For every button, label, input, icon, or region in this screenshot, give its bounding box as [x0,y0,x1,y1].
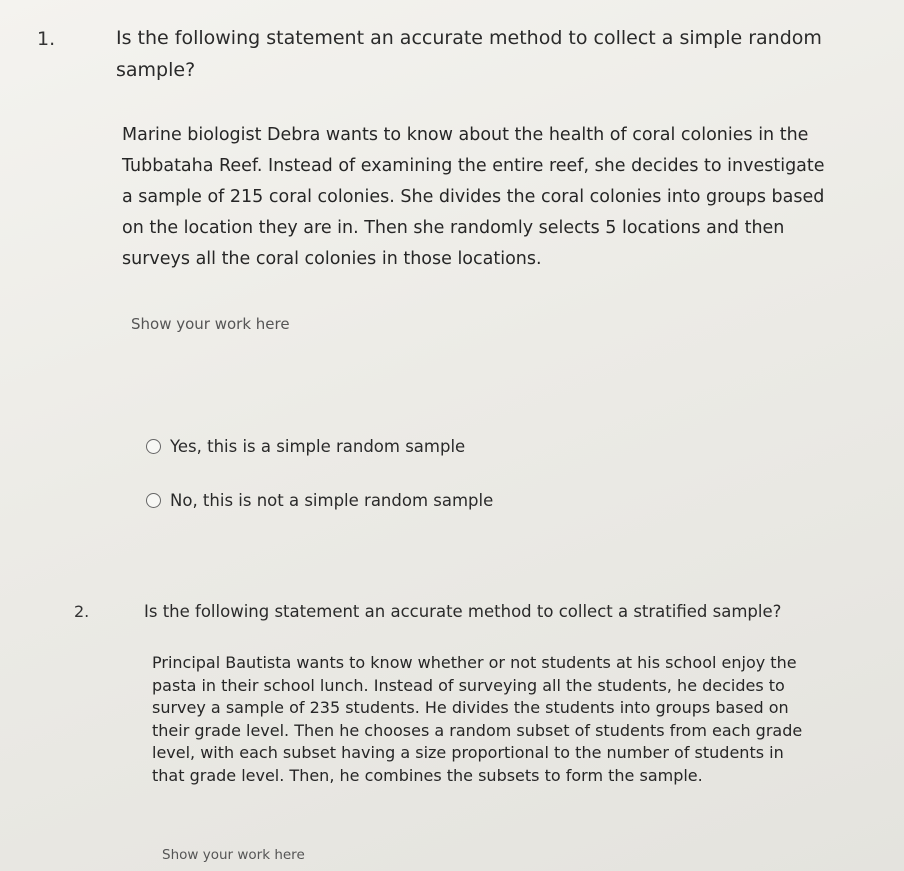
question-1-title-line: Is the following statement an accurate method to collect a simple random [116,27,822,49]
question-2-paragraph-line: pasta in their school lunch. Instead of surveying all the students, he decides to [152,675,785,695]
radio-button[interactable] [146,493,161,508]
option-no-simple-random[interactable] [146,491,493,510]
question-2-paragraph-line: level, with each subset having a size proportional to the number of students in [152,743,784,762]
radio-button[interactable] [146,439,161,454]
question-1-paragraph-line: a sample of 215 coral colonies. She divides the coral colonies into groups based [122,187,825,207]
question-1-show-work-field[interactable]: Show your work here [131,315,290,333]
option-label: Yes, this is a simple random sample [170,437,466,456]
question-2-paragraph [152,652,802,787]
question-1-paragraph-line: surveys all the coral colonies in those locations. [122,249,542,269]
option-yes-simple-random[interactable] [146,437,465,456]
question-1-paragraph-line: Marine biologist Debra wants to know about the health of coral colonies in the [122,125,809,145]
question-2-paragraph-line: their grade level. Then he chooses a random subset of students from each grade [152,720,803,740]
question-2-paragraph-line: that grade level. Then, he combines the subsets to form the sample. [152,765,703,785]
question-2-paragraph-line: Principal Bautista wants to know whether or not students at his school enjoy the [152,653,797,672]
question-1-title [116,22,822,86]
question-1-paragraph [122,120,825,275]
question-2-paragraph-line: survey a sample of 235 students. He divides the students into groups based on [152,698,789,717]
question-1-number: 1. [37,28,56,50]
question-2-title: Is the following statement an accurate method to collect a stratified sample? [144,602,782,621]
question-2-number: 2. [74,602,90,621]
question-2-show-work-field[interactable]: Show your work here [162,847,305,863]
option-label: No, this is not a simple random sample [170,491,494,510]
question-1-paragraph-line: Tubbataha Reef. Instead of examining the entire reef, she decides to investigate [122,156,825,176]
question-1-paragraph-line: on the location they are in. Then she randomly selects 5 locations and then [122,218,785,238]
question-1-title-line: sample? [116,59,196,81]
